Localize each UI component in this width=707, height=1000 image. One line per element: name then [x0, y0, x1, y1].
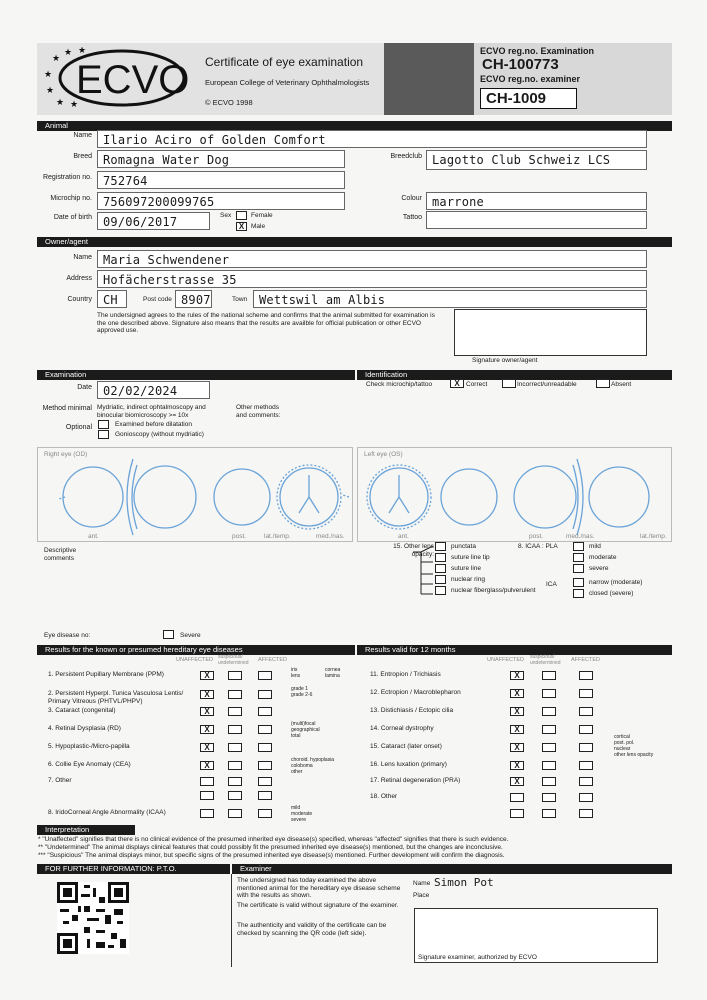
town-field[interactable]: Wettswil am Albis [253, 290, 647, 308]
check-microchip-label: Check microchip/tattoo [366, 381, 433, 388]
breed-field[interactable]: Romagna Water Dog [97, 150, 345, 168]
registration-label: Registration no. [42, 174, 92, 181]
affected-checkbox[interactable] [258, 707, 272, 716]
icaa-title: 8. ICAA : PLA [518, 543, 558, 550]
unaffected-checkbox[interactable] [200, 777, 214, 786]
country-label: Country [67, 296, 92, 303]
col-suspicious-right: suspicious/ undetermined [530, 654, 561, 666]
result-label: 16. Lens luxation (primary) [370, 761, 447, 768]
right-post-label: post. [232, 533, 247, 540]
ica-label: ICA [546, 581, 557, 588]
unaffected-checkbox[interactable]: X [510, 707, 524, 716]
sub-option: choroid. hypoplasia [291, 757, 335, 763]
col-suspicious-left: suspicious/ undetermined [218, 654, 249, 666]
result-label: 13. Distichiasis / Ectopic cilia [370, 707, 454, 714]
registration-field[interactable]: 752764 [97, 171, 345, 189]
result-label: 4. Retinal Dysplasia (RD) [48, 725, 121, 732]
examiner-text-1: The undersigned has today examined the above mentioned animal for the hereditary eye disease scheme with the results as shown. [237, 877, 401, 899]
colour-label: Colour [401, 195, 422, 202]
sub-option: (multi)focal [291, 721, 316, 727]
owner-signature-label: Signature owner/agent [472, 357, 538, 364]
copyright: © ECVO 1998 [205, 98, 253, 107]
suspicious-checkbox[interactable] [228, 761, 242, 770]
left-med-label: med./nas. [566, 533, 595, 540]
suspicious-checkbox[interactable] [542, 809, 556, 818]
known-results-bar: Results for the known or presumed hereditary eye diseases [37, 645, 355, 655]
breedclub-field[interactable]: Lagotto Club Schweiz LCS [426, 150, 647, 170]
unaffected-checkbox[interactable]: X [200, 743, 214, 752]
optional-label: Optional [65, 424, 92, 431]
examined-before-dilatation-label: Examined before dilatation [115, 421, 192, 428]
eye-disease-label: Eye disease no: [44, 632, 91, 639]
other-methods-label: Other methods and comments: [236, 404, 281, 419]
sub-option: cornea [325, 667, 341, 673]
suspicious-checkbox[interactable] [228, 671, 242, 680]
unaffected-checkbox[interactable]: X [510, 671, 524, 680]
result-label: 6. Collie Eye Anomaly (CEA) [48, 761, 131, 768]
left-ant-label: ant. [398, 533, 409, 540]
affected-checkbox[interactable] [258, 725, 272, 734]
female-checkbox[interactable] [236, 211, 247, 220]
unaffected-checkbox[interactable]: X [200, 707, 214, 716]
reg-exam-label: ECVO reg.no. Examination [480, 46, 595, 56]
severe-label: Severe [180, 632, 201, 639]
svg-text:★: ★ [52, 54, 61, 64]
examiner-name: Simon Pot [434, 876, 494, 889]
lens-opacity-option: nuclear fiberglass/pulverulent [451, 587, 536, 594]
correct-label: Correct [466, 381, 488, 388]
suspicious-checkbox[interactable] [542, 777, 556, 786]
place-label: Place [413, 892, 430, 899]
unaffected-checkbox[interactable]: X [200, 761, 214, 770]
unaffected-checkbox[interactable]: X [200, 725, 214, 734]
examined-before-dilatation-checkbox[interactable] [98, 420, 109, 429]
result-label: 17. Retinal degeneration (PRA) [370, 777, 461, 784]
sub-option: moderate [291, 811, 313, 817]
suspicious-checkbox[interactable] [228, 725, 242, 734]
ica-checkbox[interactable] [573, 589, 584, 598]
result-label: 1. Persistent Pupillary Membrane (PPM) [48, 671, 164, 678]
left-eye-diagram [357, 447, 672, 542]
interpretation-line-2: ** "Undetermined" The animal displays clinical features that could possibly fit the presumed inherited eye disease(s) mentioned, but the changes are inconclusive. [38, 844, 503, 851]
tattoo-label: Tattoo [402, 214, 422, 221]
result-label: 11. Entropion / Trichiasis [370, 671, 441, 678]
result-label: 2. Persistent Hyperpl. Tunica Vasculosa Lentis/ Primary Vitreous (PHTVL/PHPV) [48, 690, 184, 705]
incorrect-label: Incorrect/unreadable [517, 381, 577, 388]
affected-checkbox[interactable] [258, 791, 272, 800]
sub-option: lens [291, 673, 301, 679]
lens-opacity-checkbox[interactable] [435, 575, 446, 584]
suspicious-checkbox[interactable] [228, 743, 242, 752]
unaffected-checkbox[interactable]: X [510, 761, 524, 770]
suspicious-checkbox[interactable] [542, 671, 556, 680]
suspicious-checkbox[interactable] [228, 690, 242, 699]
unaffected-checkbox[interactable] [510, 809, 524, 818]
affected-checkbox[interactable] [579, 689, 593, 698]
suspicious-checkbox[interactable] [542, 689, 556, 698]
result-label: 12. Ectropion / Macroblepharon [370, 689, 461, 696]
svg-text:★: ★ [78, 47, 87, 56]
sub-option: other lens opacity [614, 752, 654, 758]
lens-opacity-title: 15. Other lens opacity: [393, 543, 434, 558]
affected-checkbox[interactable] [258, 777, 272, 786]
affected-checkbox[interactable] [579, 743, 593, 752]
method-text: Mydriatic, indirect ophtalmoscopy and binocular biomicroscopy >= 10x [97, 404, 206, 419]
sub-option: nuclear [614, 746, 631, 752]
col-unaffected-right: UNAFFECTED [487, 657, 524, 663]
result-label: 14. Corneal dystrophy [370, 725, 434, 732]
pla-checkbox[interactable] [573, 542, 584, 551]
colour-field[interactable]: marrone [426, 192, 647, 210]
sex-label: Sex [220, 212, 232, 219]
pla-checkbox[interactable] [573, 564, 584, 573]
sub-option: post. pol. [614, 740, 635, 746]
suspicious-checkbox[interactable] [228, 791, 242, 800]
owner-declaration: The undersigned agrees to the rules of the national scheme and confirms that the animal submitted for examination is the one described above. Signature also means that the results are availble for official publication or other ECVO approved use. [97, 312, 435, 334]
right-med-label: med./nas. [316, 533, 345, 540]
interpretation-bar: Interpretation [37, 825, 135, 835]
affected-checkbox[interactable] [579, 725, 593, 734]
sub-option: other [291, 769, 303, 775]
suspicious-checkbox[interactable] [542, 761, 556, 770]
breedclub-label: Breedclub [390, 153, 422, 160]
suspicious-checkbox[interactable] [228, 707, 242, 716]
microchip-field[interactable]: 756097200099765 [97, 192, 345, 210]
reg-examiner-value: CH-1009 [486, 90, 547, 107]
affected-checkbox[interactable] [258, 743, 272, 752]
valid-results-bar: Results valid for 12 months [357, 645, 672, 655]
unaffected-checkbox[interactable] [200, 791, 214, 800]
sub-option: iris [291, 667, 298, 673]
lens-opacity-checkbox[interactable] [435, 586, 446, 595]
examiner-name-label: Name [413, 880, 431, 887]
interpretation-line-1: * "Unaffected" signifies that there is no clinical evidence of the presumed inherited eye disease(s) specified, whereas "affected" signifies that there is such evidence. [38, 836, 509, 843]
suspicious-checkbox[interactable] [228, 777, 242, 786]
lens-opacity-option: suture line tip [451, 554, 490, 561]
examination-section-bar: Examination [37, 370, 355, 380]
sub-option: lamina [325, 673, 340, 679]
owner-name-field[interactable]: Maria Schwendener [97, 250, 647, 268]
unaffected-checkbox[interactable] [510, 793, 524, 802]
svg-text:★: ★ [70, 100, 79, 109]
college-name: European College of Veterinary Ophthalmologists [205, 78, 370, 87]
interpretation-line-3: *** "Suspicious" The animal displays minor, but specific signs of the presumed inherited eye disease(s) mentioned. Further development will confirm the diagnosis. [38, 852, 505, 859]
logo-text: ECVO [76, 58, 190, 102]
col-affected-right: AFFECTED [571, 657, 601, 663]
postcode-field[interactable]: 8907 [175, 290, 212, 308]
tattoo-field[interactable] [426, 211, 647, 229]
lens-opacity-checkbox[interactable] [435, 542, 446, 551]
address-field[interactable]: Hofächerstrasse 35 [97, 270, 647, 288]
suspicious-checkbox[interactable] [542, 793, 556, 802]
affected-checkbox[interactable] [579, 671, 593, 680]
sub-option: grade 1 [291, 686, 308, 692]
result-label: 5. Hypoplastic-/Micro-papilla [48, 743, 130, 750]
sub-option: mild [291, 805, 301, 811]
breed-label: Breed [73, 153, 92, 160]
suspicious-checkbox[interactable] [542, 707, 556, 716]
unaffected-checkbox[interactable]: X [510, 777, 524, 786]
certificate-title: Certificate of eye examination [205, 55, 364, 69]
name-label: Name [73, 132, 92, 139]
sub-option: grade 2-6 [291, 692, 313, 698]
header-dark-band [384, 43, 474, 115]
suspicious-checkbox[interactable] [228, 809, 242, 818]
result-label: 7. Other [48, 777, 72, 784]
svg-text:★: ★ [64, 48, 73, 58]
further-info-bar: FOR FURTHER INFORMATION: P.T.O. [37, 864, 230, 874]
result-label: 8. IridoCorneal Angle Abnormality (ICAA) [48, 809, 166, 816]
footer-divider [231, 874, 232, 967]
unaffected-checkbox[interactable]: X [200, 671, 214, 680]
pla-checkbox[interactable] [573, 553, 584, 562]
examiner-signature-label: Signature examiner, authorized by ECVO [418, 954, 537, 961]
affected-checkbox[interactable] [579, 793, 593, 802]
microchip-label: Microchip no. [50, 195, 92, 202]
sub-option: total [291, 733, 301, 739]
owner-name-label: Name [73, 254, 92, 261]
left-eye-label: Left eye (OS) [364, 451, 403, 458]
male-checkbox[interactable]: X [236, 222, 247, 231]
pla-option: mild [589, 543, 601, 550]
female-label: Female [251, 212, 273, 219]
examiner-text-2: The certificate is valid without signature of the examiner. [237, 902, 399, 909]
correct-checkbox[interactable]: X [450, 379, 464, 388]
dob-field[interactable]: 09/06/2017 [97, 212, 210, 230]
unaffected-checkbox[interactable]: X [510, 689, 524, 698]
qr-code [57, 882, 129, 954]
address-label: Address [66, 275, 92, 282]
owner-signature-box[interactable] [454, 309, 647, 356]
svg-text:★: ★ [46, 86, 55, 96]
right-eye-diagram [37, 447, 353, 542]
affected-checkbox[interactable] [579, 809, 593, 818]
suspicious-checkbox[interactable] [542, 725, 556, 734]
sub-option: severe [291, 817, 307, 823]
lens-opacity-checkbox[interactable] [435, 553, 446, 562]
left-lat-label: lat./temp. [640, 533, 667, 540]
lens-opacity-bracket [413, 544, 435, 600]
descriptive-comments-label: Descriptive comments [44, 547, 77, 562]
affected-checkbox[interactable] [579, 707, 593, 716]
gonioscopy-checkbox[interactable] [98, 430, 109, 439]
ica-checkbox[interactable] [573, 578, 584, 587]
unaffected-checkbox[interactable]: X [510, 743, 524, 752]
suspicious-checkbox[interactable] [542, 743, 556, 752]
affected-checkbox[interactable] [258, 671, 272, 680]
country-field[interactable]: CH [97, 290, 127, 308]
owner-section-bar: Owner/agent [37, 237, 672, 247]
gonioscopy-label: Gonioscopy (without mydriatic) [115, 431, 204, 438]
ica-option: narrow (moderate) [589, 579, 643, 586]
sub-option: coloboma [291, 763, 313, 769]
right-lat-label: lat./temp. [264, 533, 291, 540]
animal-name-field[interactable]: Ilario Aciro of Golden Comfort [97, 130, 647, 148]
result-label: 18. Other [370, 793, 398, 800]
lens-opacity-option: punctata [451, 543, 476, 550]
right-ant-label: ant. [88, 533, 99, 540]
male-label: Male [251, 223, 266, 230]
severe-checkbox[interactable] [163, 630, 174, 639]
exam-date-label: Date [77, 384, 92, 391]
postcode-label: Post code [143, 296, 172, 303]
result-label: 15. Cataract (later onset) [370, 743, 442, 750]
unaffected-checkbox[interactable] [200, 809, 214, 818]
examiner-text-3: The authenticity and validity of the certificate can be checked by scanning the QR code (left side). [237, 922, 387, 937]
affected-checkbox[interactable] [258, 761, 272, 770]
ecvo-logo [42, 47, 190, 109]
exam-date-field[interactable]: 02/02/2024 [97, 381, 210, 399]
sub-option: cortical [614, 734, 630, 740]
col-unaffected-left: UNAFFECTED [176, 657, 213, 663]
left-post-label: post. [529, 533, 544, 540]
unaffected-checkbox[interactable]: X [510, 725, 524, 734]
affected-checkbox[interactable] [579, 777, 593, 786]
absent-checkbox[interactable] [596, 379, 610, 388]
pla-option: severe [589, 565, 609, 572]
lens-opacity-checkbox[interactable] [435, 564, 446, 573]
col-affected-left: AFFECTED [258, 657, 288, 663]
affected-checkbox[interactable] [258, 809, 272, 818]
incorrect-checkbox[interactable] [502, 379, 516, 388]
animal-section-bar: Animal [37, 121, 672, 131]
right-eye-label: Right eye (OD) [44, 451, 88, 458]
identification-section-bar: Identification [357, 370, 672, 380]
examiner-bar: Examiner [232, 864, 672, 874]
town-label: Town [232, 296, 248, 303]
unaffected-checkbox[interactable]: X [200, 690, 214, 699]
affected-checkbox[interactable] [579, 761, 593, 770]
method-label: Method minimal [42, 405, 92, 412]
absent-label: Absent [611, 381, 632, 388]
pla-option: moderate [589, 554, 617, 561]
reg-examiner-label: ECVO reg.no. examiner [480, 74, 581, 84]
svg-text:★: ★ [44, 70, 53, 80]
lens-opacity-option: suture line [451, 565, 481, 572]
svg-text:★: ★ [56, 98, 65, 108]
dob-label: Date of birth [53, 214, 92, 221]
ica-option: closed (severe) [589, 590, 634, 597]
lens-opacity-option: nuclear ring [451, 576, 485, 583]
sub-option: geographical [291, 727, 320, 733]
affected-checkbox[interactable] [258, 690, 272, 699]
reg-exam-value: CH-100773 [482, 56, 559, 73]
result-label: 3. Cataract (congenital) [48, 707, 116, 714]
